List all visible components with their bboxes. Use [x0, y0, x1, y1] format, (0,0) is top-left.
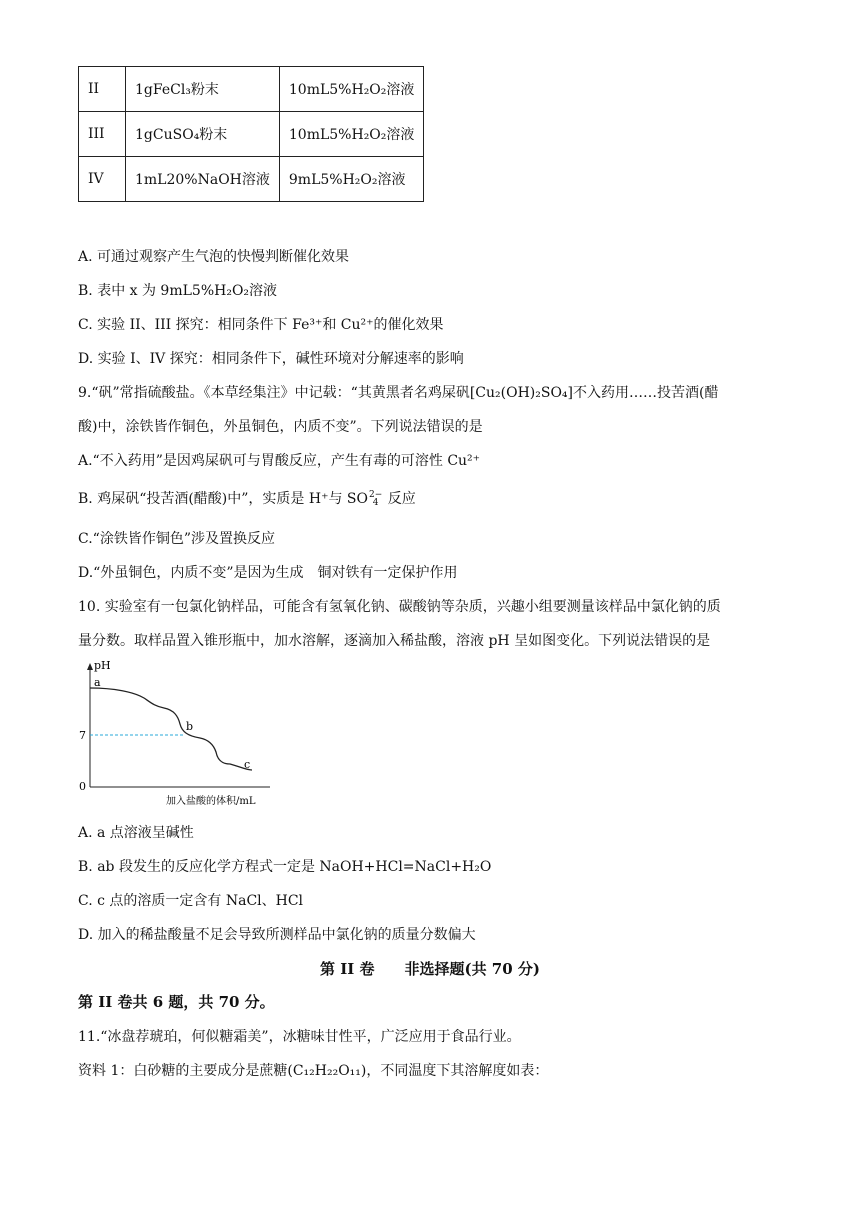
q10-stem-line2: 量分数。取样品置入锥形瓶中，加水溶解，逐滴加入稀盐酸，溶液 pH 呈如图变化。下列说法错误的是 — [78, 633, 711, 649]
q9-option-c: C.“涂铁皆作铜色”涉及置换反应 — [78, 531, 275, 547]
q8-option-d: D. 实验 I、IV 探究：相同条件下，碱性环境对分解速率的影响 — [78, 351, 464, 367]
ph-curve — [90, 688, 252, 770]
q8-option-a: A. 可通过观察产生气泡的快慢判断催化效果 — [78, 249, 350, 265]
q11-material1: 资料 1：白砂糖的主要成分是蔗糖(C₁₂H₂₂O₁₁)，不同温度下其溶解度如表： — [78, 1063, 549, 1079]
table-cell-no: III — [79, 112, 126, 157]
sulfate-sub: 4 — [372, 498, 379, 508]
y-tick-label: 7 — [79, 729, 86, 742]
ph-curve-chart — [74, 656, 284, 808]
q8-option-c: C. 实验 II、III 探究：相同条件下 Fe³⁺和 Cu²⁺的催化效果 — [78, 317, 444, 333]
q8-option-b: B. 表中 x 为 9mL5%H₂O₂溶液 — [78, 283, 278, 299]
q9-option-b-text: B. 鸡屎矾“投苦酒(醋酸)中”，实质是 H⁺与 SO — [78, 491, 368, 507]
y-axis-label: pH — [94, 659, 111, 672]
table-cell-catalyst: 1mL20%NaOH溶液 — [126, 157, 280, 202]
q9-option-b — [78, 488, 416, 508]
q9-option-b-tail: 反应 — [383, 491, 416, 507]
table-cell-reagent: 10mL5%H₂O₂溶液 — [279, 67, 424, 112]
table-row — [79, 67, 424, 112]
x-axis-label: 加入盐酸的体积/mL — [166, 796, 256, 807]
q10-option-d: D. 加入的稀盐酸量不足会导致所测样品中氯化钠的质量分数偏大 — [78, 927, 476, 943]
point-label-b: b — [186, 720, 194, 733]
y-axis-arrow — [87, 663, 93, 670]
section-title: 第 II 卷 非选择题(共 70 分) — [320, 960, 540, 978]
q9-option-a: A.“不入药用”是因鸡屎矾可与胃酸反应，产生有毒的可溶性 Cu²⁺ — [78, 453, 481, 469]
q11-stem: 11.“冰盘荐琥珀，何似糖霜美”，冰糖味甘性平，广泛应用于食品行业。 — [78, 1029, 521, 1045]
q9-stem-line1: 9.“矾”常指硫酸盐。《本草经集注》中记载：“其黄黑者名鸡屎矾[Cu₂(OH)₂SO₄]不入药用……投苦酒(醋 — [78, 385, 719, 401]
table-cell-no: II — [79, 67, 126, 112]
table-cell-no: IV — [79, 157, 126, 202]
sulfate-charge — [369, 491, 382, 507]
q9-option-d: D.“外虽铜色，内质不变”是因为生成 铜对铁有一定保护作用 — [78, 565, 458, 581]
section-subtitle: 第 II 卷共 6 题，共 70 分。 — [78, 993, 275, 1011]
point-label-c: c — [244, 758, 251, 771]
q10-option-c: C. c 点的溶质一定含有 NaCl、HCl — [78, 893, 304, 909]
table-cell-reagent: 10mL5%H₂O₂溶液 — [279, 112, 424, 157]
point-label-a: a — [94, 676, 101, 689]
q10-stem-line1: 10. 实验室有一包氯化钠样品，可能含有氢氧化钠、碳酸钠等杂质，兴趣小组要测量该样品中氯化钠的质 — [78, 599, 721, 615]
table-cell-catalyst: 1gFeCl₃粉末 — [126, 67, 280, 112]
table-row — [79, 112, 424, 157]
table-cell-catalyst: 1gCuSO₄粉末 — [126, 112, 280, 157]
table-row — [79, 157, 424, 202]
q10-option-b: B. ab 段发生的反应化学方程式一定是 NaOH+HCl=NaCl+H₂O — [78, 859, 492, 875]
q10-option-a: A. a 点溶液呈碱性 — [78, 825, 194, 841]
y-tick-label: 0 — [79, 780, 86, 793]
q9-stem-line2: 酸)中，涂铁皆作铜色，外虽铜色，内质不变”。下列说法错误的是 — [78, 419, 483, 435]
sulfate-sup: 2− — [369, 490, 383, 500]
reagent-table — [78, 66, 424, 202]
table-cell-reagent: 9mL5%H₂O₂溶液 — [279, 157, 424, 202]
